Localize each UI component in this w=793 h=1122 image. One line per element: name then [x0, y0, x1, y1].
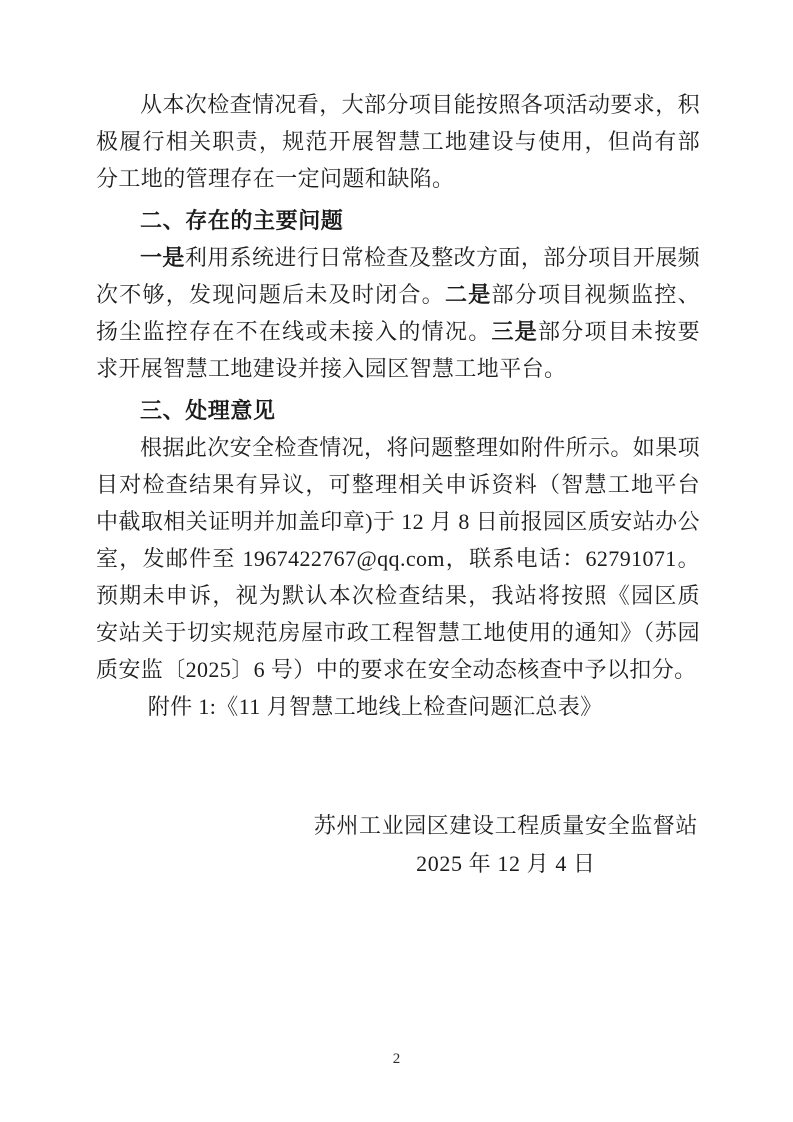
signature-organization: 苏州工业园区建设工程质量安全监督站	[313, 813, 698, 838]
problem-item-1-text: 利用系统进行日常检查及整改方面，部分项目开展频次不够，发现问题后未及时闭合。	[96, 245, 701, 307]
intro-paragraph: 从本次检查情况看，大部分项目能按照各项活动要求，积极履行相关职责，规范开展智慧工地建设与使用，但尚有部分工地的管理存在一定问题和缺陷。	[96, 92, 701, 191]
signature-date: 2025 年 12 月 4 日	[416, 851, 596, 876]
opinion-paragraph: 根据此次安全检查情况，将问题整理如附件所示。如果项目对检查结果有异议，可整理相关申诉资料（智慧工地平台中截取相关证明并加盖印章)于 12 月 8 日前报园区质安站办公室，发邮件至 1967422767@qq.com，联系电话：62791071。预期未申诉，视为默认本次检查结果，我站将按照《园区质安站关于切实规范房屋市政工程智慧工地使用的通知》（苏园质安监〔2025〕6 号）中的要求在安全动态核查中予以扣分。	[96, 435, 701, 682]
page-number: 2	[392, 1051, 401, 1067]
problems-paragraph	[96, 239, 700, 387]
section-heading-problems: 二、存在的主要问题	[140, 208, 344, 233]
problem-item-1-label: 一是	[140, 245, 185, 270]
document-content	[96, 86, 700, 883]
signature-block	[314, 807, 698, 883]
problem-item-3-text: 部分项目未按要求开展智慧工地建设并接入园区智慧工地平台。	[96, 319, 700, 381]
problem-item-3-label: 三是	[491, 319, 538, 344]
problem-item-2-label: 二是	[444, 282, 492, 307]
attachment-line: 附件 1:《11 月智慧工地线上检查问题汇总表》	[147, 694, 603, 719]
section-heading-opinion: 三、处理意见	[140, 398, 276, 423]
problem-item-2-text: 部分项目视频监控、扬尘监控存在不在线或未接入的情况。	[96, 282, 700, 344]
